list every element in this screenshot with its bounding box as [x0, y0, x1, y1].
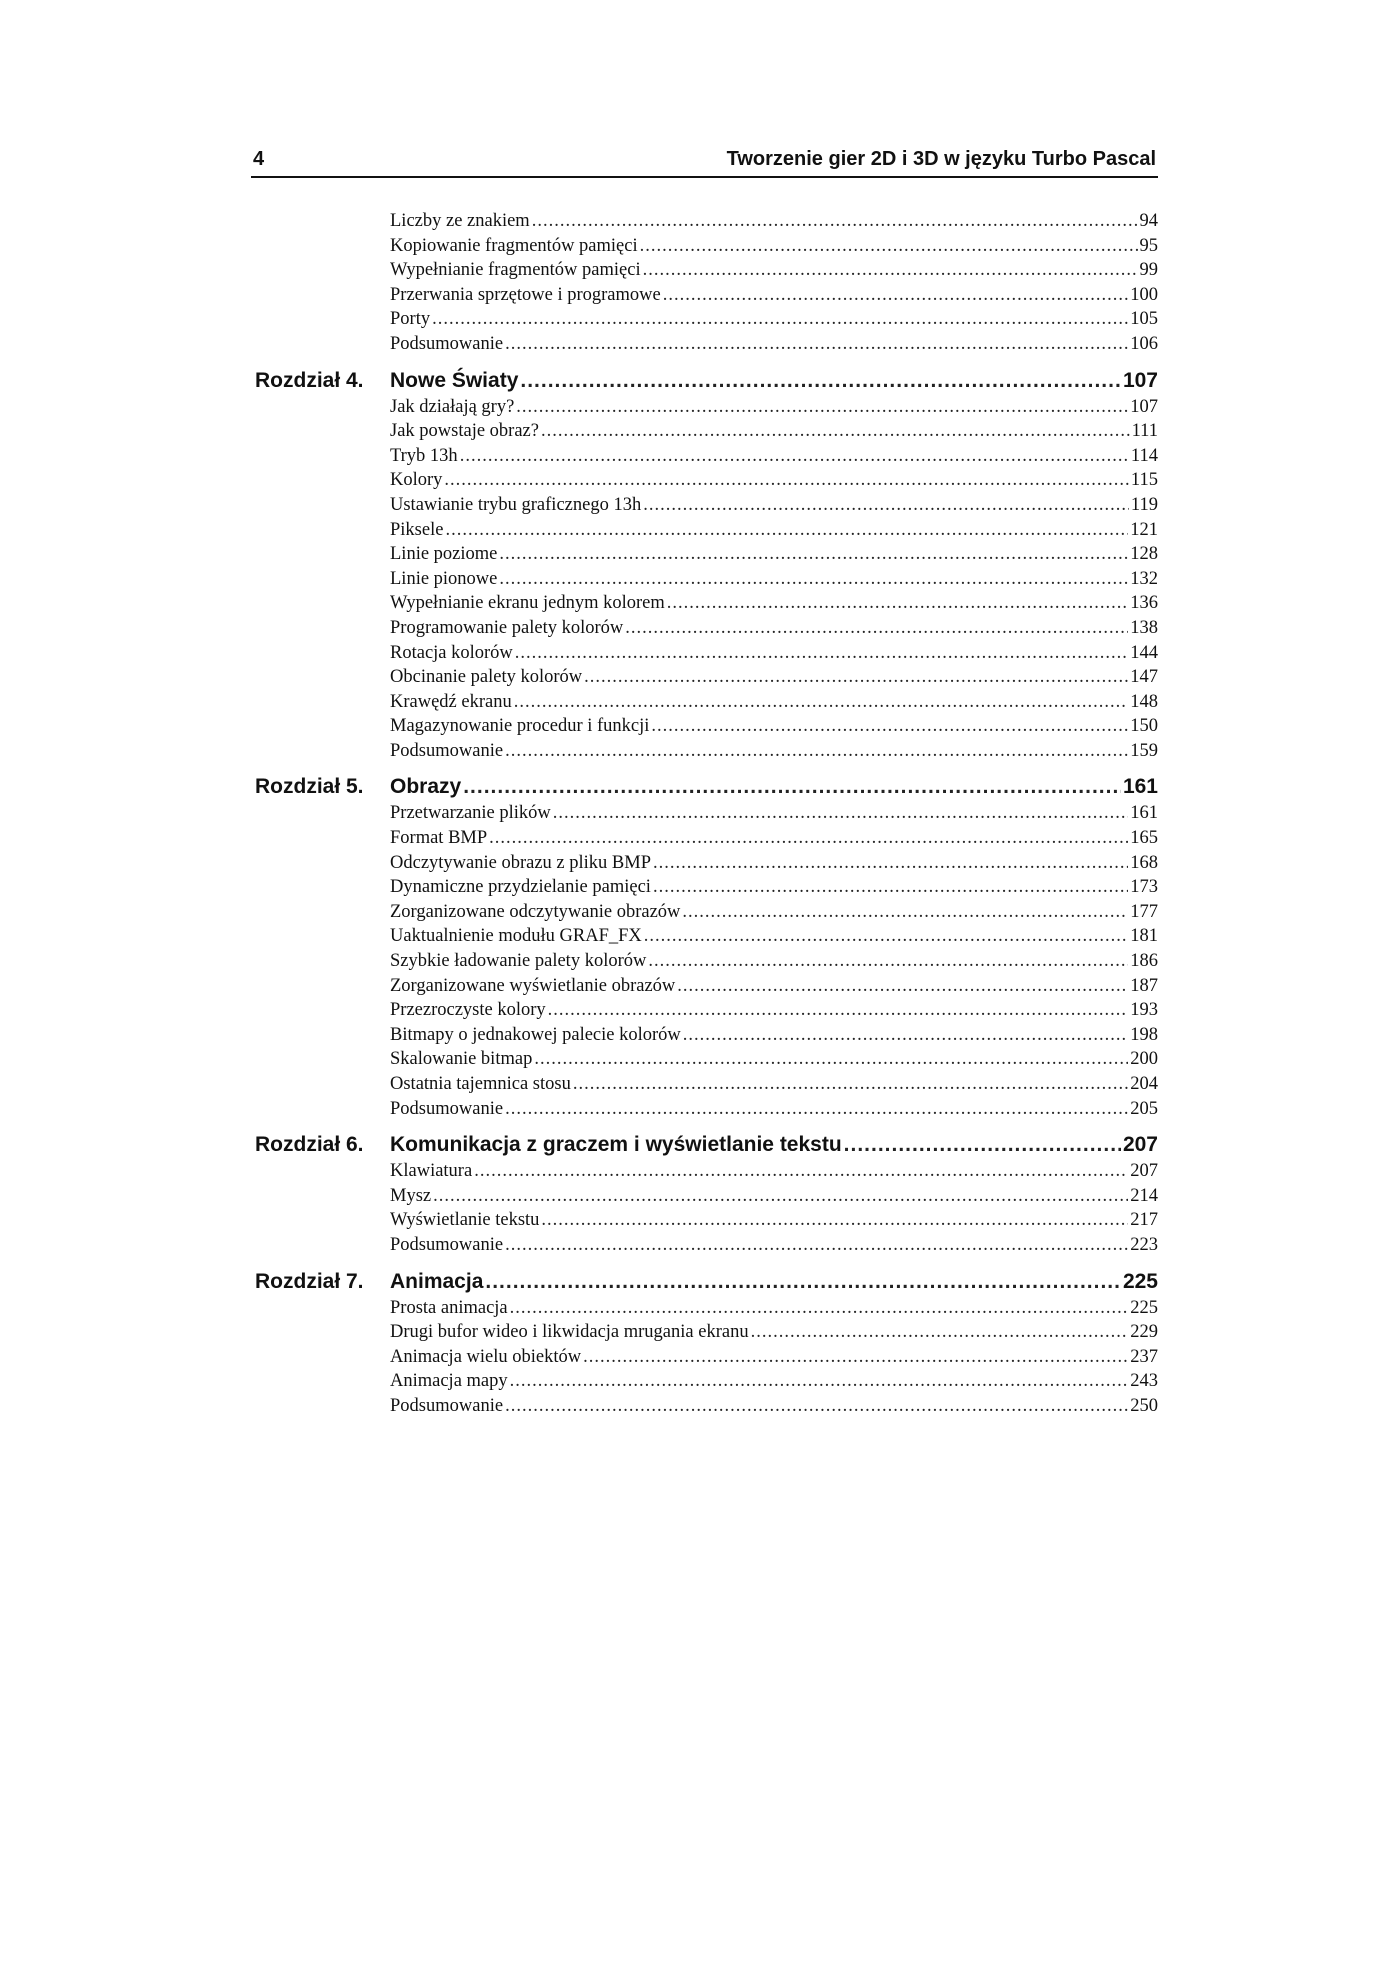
entry-title: Podsumowanie: [390, 1234, 504, 1255]
toc-entry[interactable]: [390, 1320, 1158, 1345]
entry-page: 94: [1139, 211, 1158, 231]
dot-leader: [653, 875, 1128, 900]
toc-entry[interactable]: [390, 234, 1158, 259]
entry-title: Prosta animacja: [390, 1297, 508, 1318]
dot-leader: [640, 234, 1138, 259]
entry-list: [390, 209, 1158, 357]
entry-title: Animacja wielu obiektów: [390, 1346, 582, 1367]
entry-page: 132: [1130, 568, 1158, 589]
entry-title: Przerwania sprzętowe i programowe: [390, 284, 661, 305]
toc-entry[interactable]: [390, 444, 1158, 469]
entry-page: 95: [1139, 235, 1158, 256]
entry-title: Zorganizowane odczytywanie obrazów: [390, 901, 681, 922]
toc-chapter: [251, 209, 1158, 357]
entry-list: [390, 1159, 1158, 1257]
entry-page: 207: [1130, 1161, 1158, 1182]
entry-page: 217: [1130, 1210, 1158, 1231]
chapter-page: 207: [1122, 1133, 1158, 1157]
dot-leader: [520, 369, 1121, 393]
entry-page: 229: [1130, 1322, 1158, 1343]
page-number: 4: [253, 148, 265, 170]
dot-leader: [485, 1270, 1121, 1294]
entry-page: 99: [1139, 260, 1158, 281]
entry-title: Mysz: [390, 1185, 432, 1206]
toc-entry[interactable]: [390, 1159, 1158, 1184]
toc-entry[interactable]: [390, 395, 1158, 420]
entry-title: Skalowanie bitmap: [390, 1049, 533, 1070]
entry-list: [390, 801, 1158, 1121]
dot-leader: [541, 419, 1130, 444]
toc-entry[interactable]: [390, 949, 1158, 974]
dot-leader: [505, 739, 1128, 764]
entry-page: 114: [1130, 445, 1158, 466]
chapter-title: Nowe Światy: [390, 368, 519, 392]
entry-title: Ostatnia tajemnica stosu: [390, 1074, 571, 1094]
entry-title: Jak działają gry?: [390, 396, 515, 417]
toc-entry[interactable]: [390, 1184, 1158, 1209]
dot-leader: [682, 900, 1128, 925]
dot-leader: [751, 1320, 1129, 1345]
toc-entry[interactable]: [390, 591, 1158, 616]
chapter-page: 107: [1122, 368, 1158, 392]
dot-leader: [499, 542, 1128, 567]
entry-title: Jak powstaje obraz?: [390, 421, 539, 442]
dot-leader: [432, 307, 1128, 332]
toc-entry[interactable]: [390, 1072, 1158, 1097]
toc-entry[interactable]: [390, 1369, 1158, 1394]
dot-leader: [667, 591, 1128, 616]
entry-page: 243: [1130, 1371, 1158, 1392]
entry-title: Przetwarzanie plików: [390, 803, 551, 824]
entry-page: 193: [1130, 1000, 1158, 1021]
dot-leader: [584, 665, 1128, 690]
toc-entry[interactable]: [390, 714, 1158, 739]
entry-page: 147: [1130, 667, 1158, 688]
dot-leader: [510, 1369, 1129, 1394]
dot-leader: [515, 641, 1128, 666]
toc-entry[interactable]: [390, 801, 1158, 826]
entry-page: 100: [1130, 284, 1158, 305]
toc-entry[interactable]: [390, 209, 1158, 234]
dot-leader: [643, 258, 1138, 283]
toc-entry[interactable]: [390, 283, 1158, 308]
toc-chapter: [251, 365, 1158, 764]
entry-title: Zorganizowane wyświetlanie obrazów: [390, 975, 676, 996]
entry-page: 106: [1130, 333, 1158, 354]
dot-leader: [651, 714, 1128, 739]
toc-entry[interactable]: [390, 332, 1158, 357]
entry-page: 200: [1130, 1049, 1158, 1070]
entry-page: 198: [1130, 1024, 1158, 1045]
dot-leader: [653, 851, 1128, 876]
entry-page: 115: [1130, 470, 1158, 491]
dot-leader: [505, 1394, 1128, 1419]
entry-title: Rotacja kolorów: [390, 642, 513, 663]
chapter-label: Rozdział 4.: [255, 368, 364, 392]
entry-page: 173: [1130, 877, 1158, 898]
entry-page: 181: [1130, 926, 1158, 947]
toc-entry[interactable]: [390, 419, 1158, 444]
entry-title: Wypełnianie fragmentów pamięci: [390, 260, 641, 281]
toc-entry[interactable]: [390, 1047, 1158, 1072]
entry-page: 204: [1130, 1074, 1158, 1094]
entry-title: Podsumowanie: [390, 333, 504, 354]
chapter-title: Animacja: [390, 1269, 484, 1293]
toc-entry[interactable]: [390, 851, 1158, 876]
dot-leader: [625, 616, 1128, 641]
entry-page: 138: [1130, 617, 1158, 638]
entry-title: Uaktualnienie modułu GRAF_FX: [390, 926, 642, 947]
toc-entry[interactable]: [390, 542, 1158, 567]
dot-leader: [516, 395, 1128, 420]
entry-page: 159: [1130, 740, 1158, 761]
dot-leader: [489, 826, 1128, 851]
toc-entry[interactable]: [390, 900, 1158, 925]
chapter-page: 161: [1122, 775, 1158, 799]
toc-entry[interactable]: [390, 974, 1158, 999]
entry-page: 150: [1130, 716, 1158, 737]
dot-leader: [514, 690, 1129, 715]
entry-title: Drugi bufor wideo i likwidacja mrugania ekranu: [390, 1322, 749, 1343]
dot-leader: [433, 1184, 1128, 1209]
entry-title: Podsumowanie: [390, 740, 504, 761]
dot-leader: [445, 518, 1128, 543]
dot-leader: [648, 949, 1128, 974]
toc-chapter: [251, 771, 1158, 1121]
chapter-label: Rozdział 6.: [255, 1133, 364, 1157]
toc-entry[interactable]: [390, 1208, 1158, 1233]
entry-page: 237: [1130, 1346, 1158, 1367]
entry-title: Wyświetlanie tekstu: [390, 1210, 540, 1231]
dot-leader: [643, 493, 1129, 518]
toc-entry[interactable]: [390, 998, 1158, 1023]
chapter-line: [390, 1133, 1158, 1157]
entry-title: Magazynowanie procedur i funkcji: [390, 716, 650, 737]
dot-leader: [573, 1072, 1128, 1097]
entry-title: Odczytywanie obrazu z pliku BMP: [390, 852, 651, 873]
entry-title: Wypełnianie ekranu jednym kolorem: [390, 593, 665, 614]
chapter-label: Rozdział 7.: [255, 1269, 364, 1293]
dot-leader: [505, 1233, 1128, 1258]
entry-page: 250: [1130, 1395, 1158, 1416]
entry-title: Animacja mapy: [390, 1371, 508, 1392]
chapter-title: Obrazy: [390, 775, 462, 799]
toc-entry[interactable]: [390, 468, 1158, 493]
toc-chapter: [251, 1266, 1158, 1419]
entry-title: Kopiowanie fragmentów pamięci: [390, 235, 638, 256]
entry-title: Ustawianie trybu graficznego 13h: [390, 494, 642, 515]
toc-entry[interactable]: [390, 307, 1158, 332]
entry-title: Przezroczyste kolory: [390, 1000, 546, 1021]
entry-page: 128: [1130, 544, 1158, 565]
entry-title: Linie poziome: [390, 544, 498, 565]
entry-page: 165: [1130, 828, 1158, 849]
entry-title: Podsumowanie: [390, 1098, 504, 1119]
chapter-line: [390, 775, 1158, 799]
entry-page: 148: [1130, 691, 1158, 712]
entry-page: 168: [1130, 852, 1158, 873]
entry-page: 111: [1131, 421, 1158, 442]
toc-entry[interactable]: [390, 1097, 1158, 1122]
entry-title: Szybkie ładowanie palety kolorów: [390, 951, 647, 972]
toc-entry[interactable]: [390, 493, 1158, 518]
dot-leader: [505, 1097, 1128, 1122]
entry-page: 225: [1130, 1297, 1158, 1318]
dot-leader: [510, 1296, 1129, 1321]
dot-leader: [505, 332, 1128, 357]
dot-leader: [583, 1345, 1128, 1370]
chapter-heading[interactable]: [251, 1266, 1158, 1296]
dot-leader: [844, 1133, 1121, 1157]
entry-page: 121: [1130, 519, 1158, 540]
entry-title: Bitmapy o jednakowej palecie kolorów: [390, 1024, 681, 1045]
dot-leader: [460, 444, 1129, 469]
toc-entry[interactable]: [390, 1394, 1158, 1419]
toc-entry[interactable]: [390, 1345, 1158, 1370]
entry-title: Liczby ze znakiem: [390, 211, 530, 231]
entry-list: [390, 1296, 1158, 1419]
dot-leader: [444, 468, 1129, 493]
dot-leader: [644, 924, 1128, 949]
toc-entry[interactable]: [390, 924, 1158, 949]
toc-entry[interactable]: [390, 739, 1158, 764]
toc-entry[interactable]: [390, 616, 1158, 641]
entry-page: 144: [1130, 642, 1158, 663]
entry-page: 136: [1130, 593, 1158, 614]
dot-leader: [463, 775, 1121, 799]
entry-title: Obcinanie palety kolorów: [390, 667, 583, 688]
dot-leader: [534, 1047, 1128, 1072]
entry-title: Kolory: [390, 470, 443, 491]
entry-page: 186: [1130, 951, 1158, 972]
toc-entry[interactable]: [390, 1296, 1158, 1321]
dot-leader: [532, 209, 1138, 234]
entry-page: 105: [1130, 309, 1158, 330]
chapter-heading[interactable]: [251, 771, 1158, 801]
chapter-heading[interactable]: [251, 1129, 1158, 1159]
chapter-heading[interactable]: [251, 365, 1158, 395]
dot-leader: [474, 1159, 1128, 1184]
chapter-label: Rozdział 5.: [255, 775, 364, 799]
entry-page: 107: [1130, 396, 1158, 417]
toc-entry[interactable]: [390, 1023, 1158, 1048]
toc-entry[interactable]: [390, 875, 1158, 900]
entry-title: Dynamiczne przydzielanie pamięci: [390, 877, 651, 898]
entry-list: [390, 395, 1158, 764]
running-header: [251, 142, 1158, 178]
chapter-line: [390, 1270, 1158, 1294]
dot-leader: [499, 567, 1128, 592]
chapter-line: [390, 369, 1158, 393]
entry-page: 214: [1130, 1185, 1158, 1206]
toc-entry[interactable]: [390, 1233, 1158, 1258]
entry-page: 119: [1130, 494, 1158, 515]
entry-title: Klawiatura: [390, 1161, 473, 1182]
dot-leader: [541, 1208, 1128, 1233]
entry-title: Programowanie palety kolorów: [390, 617, 624, 638]
entry-title: Tryb 13h: [390, 445, 458, 466]
book-title: Tworzenie gier 2D i 3D w języku Turbo Pascal: [726, 148, 1156, 170]
entry-title: Krawędź ekranu: [390, 691, 512, 712]
toc-entry[interactable]: [390, 665, 1158, 690]
dot-leader: [553, 801, 1128, 826]
toc-entry[interactable]: [390, 641, 1158, 666]
entry-page: 177: [1130, 901, 1158, 922]
toc-entry[interactable]: [390, 518, 1158, 543]
dot-leader: [677, 974, 1128, 999]
entry-title: Podsumowanie: [390, 1395, 504, 1416]
entry-page: 187: [1130, 975, 1158, 996]
toc-entry[interactable]: [390, 258, 1158, 283]
entry-page: 223: [1130, 1234, 1158, 1255]
toc-entry[interactable]: [390, 690, 1158, 715]
chapter-title: Komunikacja z graczem i wyświetlanie tekstu: [390, 1133, 842, 1157]
entry-page: 161: [1130, 803, 1158, 824]
entry-title: Porty: [390, 309, 431, 330]
toc-chapter: [251, 1129, 1158, 1257]
table-of-contents: [251, 209, 1158, 1419]
entry-page: 205: [1130, 1098, 1158, 1119]
entry-title: Piksele: [390, 519, 444, 540]
entry-title: Format BMP: [390, 828, 488, 849]
chapter-page: 225: [1122, 1269, 1158, 1293]
entry-title: Linie pionowe: [390, 568, 498, 589]
toc-entry[interactable]: [390, 826, 1158, 851]
toc-entry[interactable]: [390, 567, 1158, 592]
dot-leader: [663, 283, 1129, 308]
dot-leader: [548, 998, 1129, 1023]
dot-leader: [683, 1023, 1128, 1048]
